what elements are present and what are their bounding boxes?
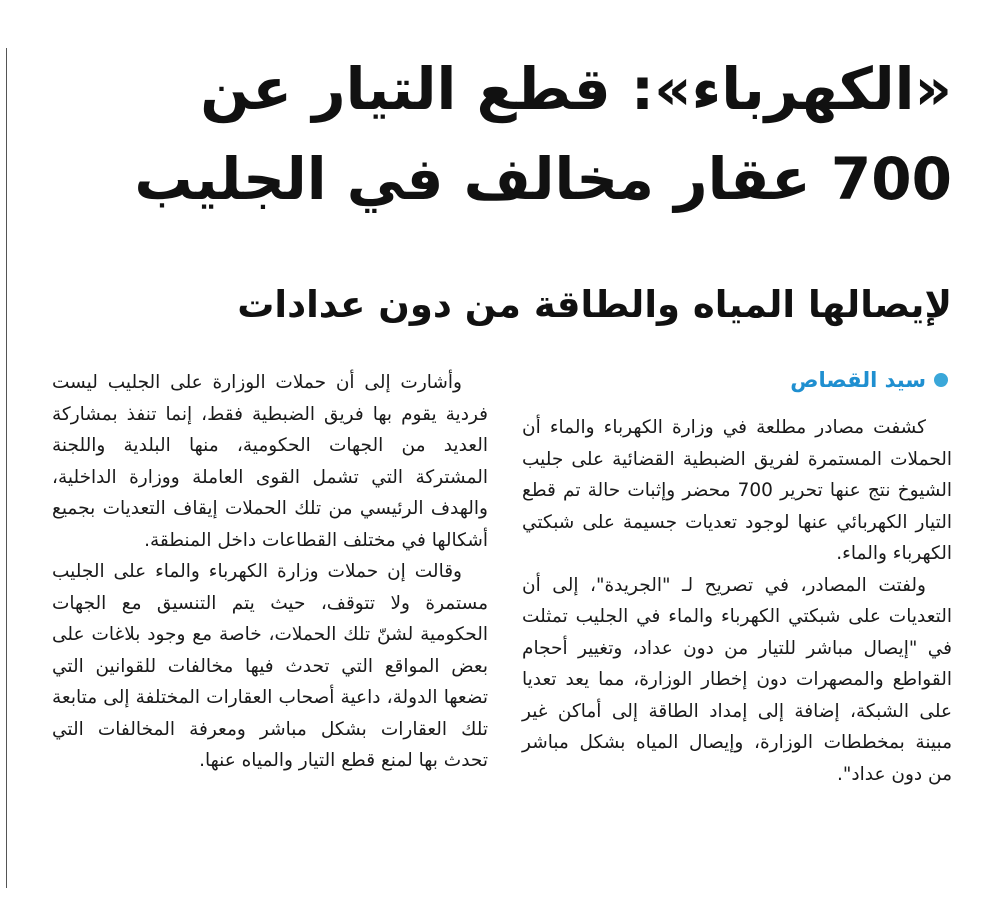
article-subheadline: لإيصالها المياه والطاقة من دون عدادات [237, 283, 952, 326]
article-headline: «الكهرباء»: قطع التيار عن 700 عقار مخالف في الجليب [134, 55, 952, 213]
paragraph: ولفتت المصادر، في تصريح لـ "الجريدة"، إلى أن التعديات على شبكتي الكهرباء والماء في الجليب تمثلت في "إيصال مباشر للتيار من دون عداد، وتغيير أحجام القواطع والمصهرات دون إخطار الوزارة، مما يعد تعديا على الشبكة، إضافة إلى إمداد الطاقة إلى أماكن غير مبينة بمخططات الوزارة، وإيصال المياه بشكل مباشر من دون عداد". [522, 574, 952, 785]
paragraph: وقالت إن حملات وزارة الكهرباء والماء على الجليب مستمرة ولا تتوقف، حيث يتم التنسيق مع الجهات الحكومية لشنّ تلك الحملات، خاصة مع وجود بلاغات على بعض المواقع التي تحدث فيها مخالفات للقوانين التي تضعها الدولة، داعية أصحاب العقارات المختلفة إلى متابعة تلك العقارات بشكل مباشر ومعرفة المخالفات التي تحدث بها لمنع قطع التيار والمياه عنها. [52, 561, 488, 771]
paragraph: وأشارت إلى أن حملات الوزارة على الجليب ليست فردية يقوم بها فريق الضبطية فقط، إنما تنفذ بمشاركة العديد من الجهات الحكومية، منها البلدية واللجنة المشتركة التي تشمل القوى العاملة ووزارة الداخلية، والهدف الرئيسي من تلك الحملات إيقاف التعديات بجميع أشكالها في مختلف القطاعات داخل المنطقة. [52, 372, 488, 551]
page-left-rule [6, 48, 7, 888]
article-column-right [522, 412, 952, 790]
byline-author: سيد القصاص [790, 368, 926, 392]
bullet-dot-icon [934, 373, 948, 387]
article-column-left [52, 367, 488, 777]
paragraph: كشفت مصادر مطلعة في وزارة الكهرباء والماء أن الحملات المستمرة لفريق الضبطية القضائية على جليب الشيوخ نتج عنها تحرير 700 محضر وإثبات حالة تم قطع التيار الكهربائي عنها لوجود تعديات جسيمة على شبكتي الكهرباء والماء. [522, 417, 952, 564]
article-byline [790, 368, 948, 392]
